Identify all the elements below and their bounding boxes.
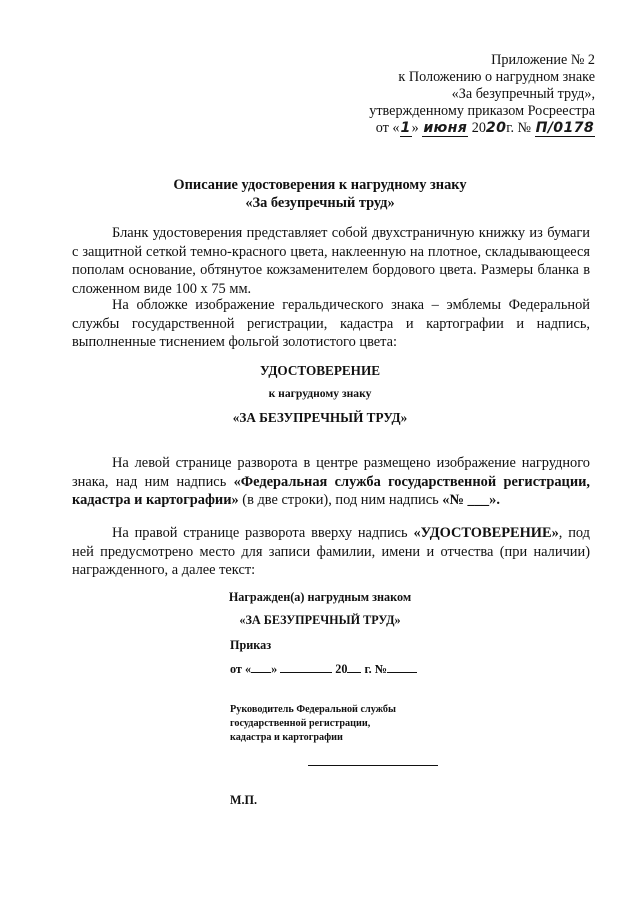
date-month-handwritten: июня <box>423 120 468 136</box>
date-year-handwritten: 20 <box>485 120 507 136</box>
p4-text-c: , под ней предусмотрено место для записи фамилии, имени и отчества (при наличии) награжденного, а далее текст: <box>72 525 591 578</box>
appendix-line-3: «За безупречный труд», <box>451 86 595 102</box>
order-year-blank <box>347 661 361 673</box>
order-day-blank <box>251 661 271 673</box>
order-year: 20 <box>335 662 348 676</box>
appendix-block <box>325 52 595 137</box>
paragraph-left-page <box>72 454 590 510</box>
awarded-badge-name: «ЗА БЕЗУПРЕЧНЫЙ ТРУД» <box>239 613 401 627</box>
awarded-line: Награжден(а) нагрудным знаком <box>228 590 412 604</box>
order-month-blank <box>280 661 332 673</box>
p3-number-label: «№ ___». <box>442 492 500 508</box>
head-line-3: кадастра и картографии <box>230 732 343 743</box>
paragraph-blank-description: Бланк удостоверения представляет собой двухстраничную книжку из бумаги с защитной сеткой темно-красного цвета, наклеенную на плотное, складывающееся пополам основание, обтянутое кожзаменителем бордового цвета. Размеры бланка в сложенном виде 100 х 75 мм. <box>72 225 590 297</box>
date-prefix: от « <box>375 120 400 136</box>
order-label: Приказ <box>230 638 272 652</box>
appendix-date-line <box>325 120 595 137</box>
date-day-handwritten: 1 <box>400 120 411 136</box>
p3-text-c: (в две строки), под ним надпись <box>238 492 443 508</box>
head-signature-block <box>230 703 396 745</box>
signature-line <box>308 765 438 766</box>
order-date-line <box>230 661 417 677</box>
p3-agency-name: «Федеральная служба государственной регистрации, кадастра и картографии» <box>72 473 590 508</box>
order-from: от « <box>230 662 252 676</box>
year-prefix: 20 <box>471 120 486 136</box>
head-line-1: Руководитель Федеральной службы <box>230 704 396 715</box>
p4-text-a: На правой странице разворота вверху надпись <box>112 525 414 541</box>
p3-text-a: На левой странице разворота в центре размещено изображение нагрудного знака, над ним надпись <box>72 455 590 490</box>
title-line-2: «За безупречный труд» <box>245 195 395 211</box>
document-title <box>0 176 640 212</box>
year-suffix: г. № <box>506 120 532 136</box>
appendix-line-2: к Положению о нагрудном знаке <box>398 69 595 85</box>
order-close: » <box>271 662 278 676</box>
stamp-place-label: М.П. <box>230 793 258 807</box>
cover-badge-name: «ЗА БЕЗУПРЕЧНЫЙ ТРУД» <box>232 410 408 425</box>
title-line-1: Описание удостоверения к нагрудному знаку <box>173 177 467 193</box>
paragraph-right-page <box>72 524 590 580</box>
order-number-label: г. № <box>364 662 387 676</box>
order-number-blank <box>387 661 417 673</box>
appendix-line-4: утвержденному приказом Росреестра <box>369 103 595 119</box>
cover-subtitle: к нагрудному знаку <box>268 387 372 400</box>
paragraph-cover-description: На обложке изображение геральдического знака – эмблемы Федеральной службы государственной регистрации, кадастра и картографии и надпись, выполненные тиснением фольгой золотистого цвета: <box>72 297 590 350</box>
appendix-line-1: Приложение № 2 <box>491 52 595 68</box>
order-number-handwritten: П/0178 <box>535 120 594 136</box>
head-line-2: государственной регистрации, <box>230 718 371 729</box>
cover-title: УДОСТОВЕРЕНИЕ <box>260 363 380 378</box>
date-mid: » <box>411 120 419 136</box>
p4-certificate-label: «УДОСТОВЕРЕНИЕ» <box>413 525 559 541</box>
